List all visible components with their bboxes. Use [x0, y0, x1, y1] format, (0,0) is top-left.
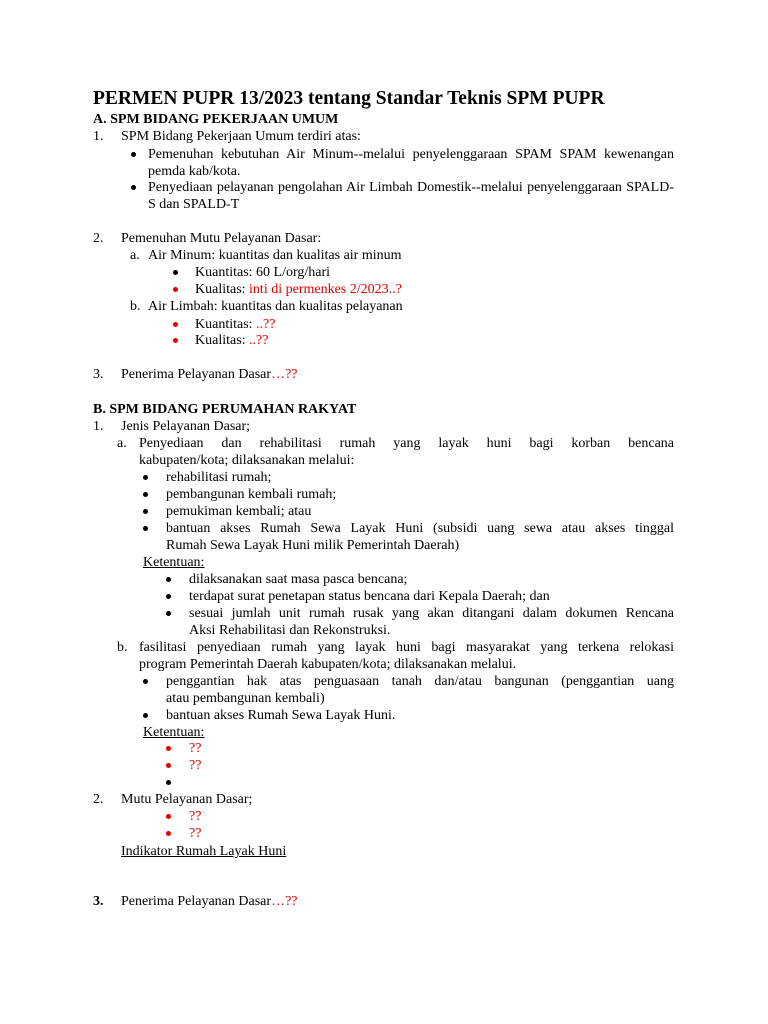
- sublist-letter: a.: [117, 436, 127, 451]
- bullet-icon: [166, 577, 171, 582]
- bullet-text: terdapat surat penetapan status bencana dari Kepala Daerah; dan: [189, 589, 550, 604]
- list-number: 1.: [93, 419, 104, 434]
- section-b-heading: B. SPM BIDANG PERUMAHAN RAKYAT: [93, 402, 357, 417]
- bullet-text: pemda kab/kota.: [148, 164, 241, 179]
- bullet-icon: [131, 152, 136, 157]
- bullet-icon: [173, 338, 178, 343]
- list-item-text: Pemenuhan Mutu Pelayanan Dasar:: [121, 231, 322, 246]
- bullet-text: ??: [189, 741, 202, 756]
- sublist-text: fasilitasi penyediaan rumah yang layak huni bagi masyarakat yang terkena relokasi: [139, 640, 674, 655]
- bullet-icon: [143, 713, 148, 718]
- sublist-text: program Pemerintah Daerah kabupaten/kota; dilaksanakan melalui.: [139, 657, 517, 672]
- sublist-text: Penyediaan dan rehabilitasi rumah yang layak huni bagi korban bencana: [139, 436, 674, 451]
- bullet-text: bantuan akses Rumah Sewa Layak Huni.: [166, 708, 396, 723]
- sublist-letter: b.: [130, 299, 141, 314]
- list-number: 3.: [93, 894, 104, 909]
- bullet-text: penggantian hak atas penguasaan tanah dan/atau bangunan (penggantian uang: [166, 674, 674, 689]
- list-item-text: Penerima Pelayanan Dasar…??: [121, 367, 298, 382]
- bullet-text: sesuai jumlah unit rumah rusak yang akan ditangani dalam dokumen Rencana: [189, 606, 674, 621]
- bullet-text: Kualitas: inti di permenkes 2/2023..?: [195, 282, 402, 297]
- ketentuan-label: Ketentuan:: [143, 725, 205, 740]
- bullet-icon: [173, 270, 178, 275]
- bullet-text: Pemenuhan kebutuhan Air Minum--melalui penyelenggaraan SPAM SPAM kewenangan: [148, 147, 674, 162]
- bullet-text: Aksi Rehabilitasi dan Rekonstruksi.: [189, 623, 391, 638]
- bullet-text: ??: [189, 758, 202, 773]
- bullet-text: rehabilitasi rumah;: [166, 470, 272, 485]
- bullet-icon: [166, 594, 171, 599]
- bullet-text: pemukiman kembali; atau: [166, 504, 312, 519]
- bullet-icon: [166, 611, 171, 616]
- bullet-text: bantuan akses Rumah Sewa Layak Huni (subsidi uang sewa atau akses tinggal: [166, 521, 674, 536]
- list-number: 2.: [93, 792, 104, 807]
- bullet-icon: [166, 780, 171, 785]
- bullet-icon: [166, 814, 171, 819]
- bullet-icon: [131, 185, 136, 190]
- bullet-icon: [143, 526, 148, 531]
- bullet-text: ??: [189, 826, 202, 841]
- list-number: 2.: [93, 231, 104, 246]
- bullet-icon: [143, 475, 148, 480]
- bullet-icon: [166, 763, 171, 768]
- list-number: 3.: [93, 367, 104, 382]
- bullet-icon: [166, 746, 171, 751]
- bullet-text: Rumah Sewa Layak Huni milik Pemerintah Daerah): [166, 538, 460, 553]
- bullet-icon: [173, 322, 178, 327]
- document-title: PERMEN PUPR 13/2023 tentang Standar Teknis SPM PUPR: [93, 88, 605, 109]
- bullet-icon: [166, 831, 171, 836]
- bullet-text: Kuantitas: 60 L/org/hari: [195, 265, 331, 280]
- bullet-text: ??: [189, 809, 202, 824]
- bullet-icon: [143, 509, 148, 514]
- bullet-icon: [143, 679, 148, 684]
- bullet-icon: [143, 492, 148, 497]
- list-item-text: Penerima Pelayanan Dasar…??: [121, 894, 298, 909]
- sublist-text: Air Minum: kuantitas dan kualitas air minum: [148, 248, 402, 263]
- section-a-heading: A. SPM BIDANG PEKERJAAN UMUM: [93, 112, 339, 127]
- sublist-letter: b.: [117, 640, 128, 655]
- bullet-text: S dan SPALD-T: [148, 197, 240, 212]
- bullet-text: Kuantitas: ..??: [195, 317, 276, 332]
- ketentuan-label: Ketentuan:: [143, 555, 205, 570]
- sublist-text: Air Limbah: kuantitas dan kualitas pelayanan: [148, 299, 403, 314]
- bullet-icon: [173, 287, 178, 292]
- bullet-text: atau pembangunan kembali): [166, 691, 325, 706]
- sublist-letter: a.: [130, 248, 140, 263]
- indikator-link-text: Indikator Rumah Layak Huni: [121, 844, 287, 859]
- bullet-text: dilaksanakan saat masa pasca bencana;: [189, 572, 408, 587]
- list-number: 1.: [93, 129, 104, 144]
- bullet-text: Penyediaan pelayanan pengolahan Air Limbah Domestik--melalui penyelenggaraan SPALD-: [148, 180, 674, 195]
- bullet-text: Kualitas: ..??: [195, 333, 269, 348]
- sublist-text: kabupaten/kota; dilaksanakan melalui:: [139, 453, 355, 468]
- list-item-text: Jenis Pelayanan Dasar;: [121, 419, 251, 434]
- bullet-text: pembangunan kembali rumah;: [166, 487, 337, 502]
- list-item-text: Mutu Pelayanan Dasar;: [121, 792, 253, 807]
- list-item-text: SPM Bidang Pekerjaan Umum terdiri atas:: [121, 129, 361, 144]
